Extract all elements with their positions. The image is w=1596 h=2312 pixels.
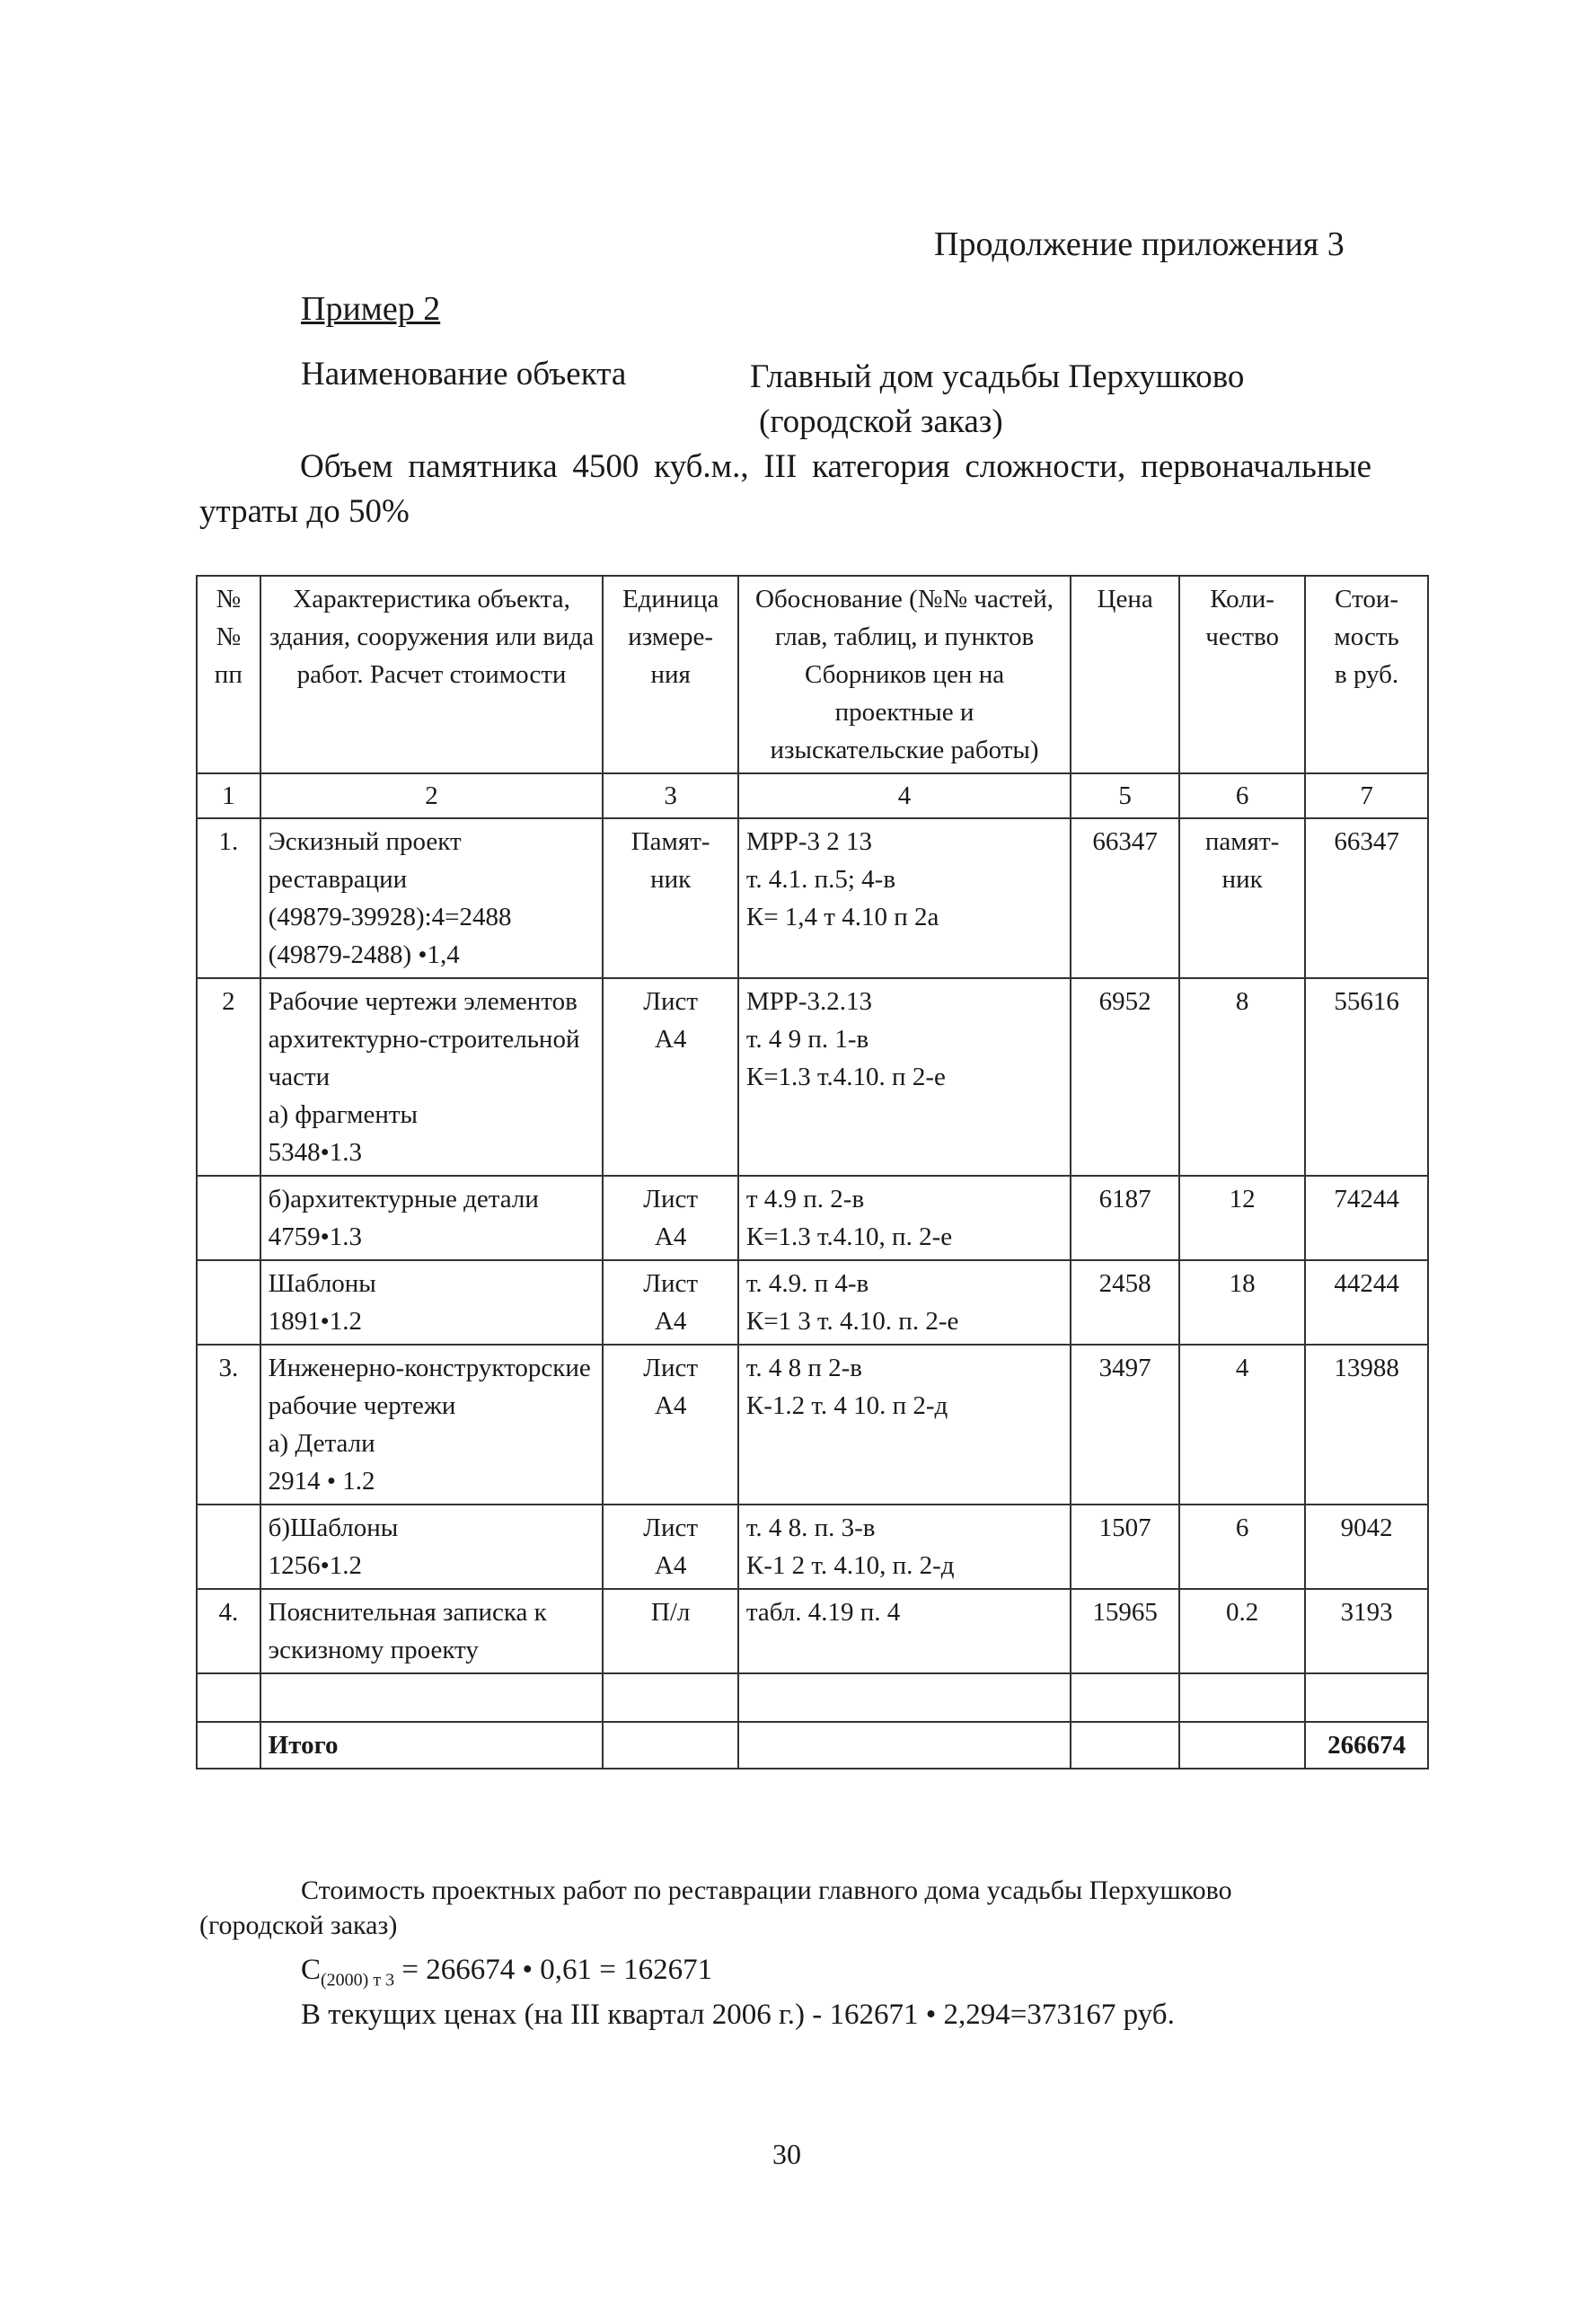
table-row [197,978,1428,1176]
row-num: 1. [197,818,260,978]
empty-cell [1071,1722,1179,1769]
row-basis: т. 4 8. п. 3-в К-1 2 т. 4.10, п. 2-д [738,1505,1071,1589]
formula-subscript: (2000) т 3 [321,1970,395,1990]
table-row [197,1505,1428,1589]
row-unit: Лист А4 [603,1505,737,1589]
blank-row [197,1673,1428,1722]
table-row [197,1589,1428,1673]
header-cell-basis: Обоснование (№№ частей, глав, таблиц, и пунктов Сборников цен на проектные и изыскательские работы) [738,576,1071,773]
row-basis: т. 4 8 п 2-в К-1.2 т. 4 10. п 2-д [738,1345,1071,1505]
empty-cell [197,1673,260,1722]
empty-cell [1305,1673,1428,1722]
row-basis: МРР-3.2.13 т. 4 9 п. 1-в К=1.3 т.4.10. п 2-е [738,978,1071,1176]
object-name-label: Наименование объекта [301,356,627,393]
empty-cell [1179,1673,1305,1722]
table-row [197,1260,1428,1345]
row-cost: 13988 [1305,1345,1428,1505]
row-desc: Эскизный проект реставрации (49879-39928):4=2488 (49879-2488) •1,4 [260,818,604,978]
row-qty: 0.2 [1179,1589,1305,1673]
row-unit: Лист А4 [603,1260,737,1345]
row-desc: Рабочие чертежи элементов архитектурно-строительной части а) фрагменты 5348•1.3 [260,978,604,1176]
column-number: 6 [1179,773,1305,818]
table-row [197,1176,1428,1260]
row-cost: 66347 [1305,818,1428,978]
row-desc: Инженерно-конструкторские рабочие чертежи а) Детали 2914 • 1.2 [260,1345,604,1505]
row-qty: 8 [1179,978,1305,1176]
row-basis: МРР-3 2 13 т. 4.1. п.5; 4-в К= 1,4 т 4.10 п 2а [738,818,1071,978]
table-header-row [197,576,1428,773]
row-num: 2 [197,978,260,1176]
footer-formula [301,1954,712,1991]
header-cell-num: №№ пп [197,576,260,773]
header-cell-qty: Коли- чество [1179,576,1305,773]
empty-cell [260,1673,604,1722]
empty-cell [738,1722,1071,1769]
row-cost: 3193 [1305,1589,1428,1673]
empty-cell [1179,1722,1305,1769]
column-number: 1 [197,773,260,818]
row-qty: 18 [1179,1260,1305,1345]
row-cost: 44244 [1305,1260,1428,1345]
row-desc: б)Шаблоны 1256•1.2 [260,1505,604,1589]
row-qty: памят- ник [1179,818,1305,978]
row-price: 3497 [1071,1345,1179,1505]
row-cost: 55616 [1305,978,1428,1176]
header-cell-unit: Единица измере- ния [603,576,737,773]
example-label: Пример 2 [301,290,441,328]
row-price: 15965 [1071,1589,1179,1673]
row-price: 2458 [1071,1260,1179,1345]
row-desc: Пояснительная записка к эскизному проекту [260,1589,604,1673]
total-label: Итого [260,1722,604,1769]
row-cost: 9042 [1305,1505,1428,1589]
row-num: 4. [197,1589,260,1673]
row-num [197,1505,260,1589]
formula-rhs: = 266674 • 0,61 = 162671 [394,1954,713,1986]
row-desc: б)архитектурные детали 4759•1.3 [260,1176,604,1260]
column-number: 3 [603,773,737,818]
total-value: 266674 [1305,1722,1428,1769]
row-qty: 12 [1179,1176,1305,1260]
column-number: 5 [1071,773,1179,818]
row-price: 6187 [1071,1176,1179,1260]
row-cost: 74244 [1305,1176,1428,1260]
row-unit: Лист А4 [603,1176,737,1260]
column-number: 7 [1305,773,1428,818]
table-row [197,1345,1428,1505]
row-desc: Шаблоны 1891•1.2 [260,1260,604,1345]
row-basis: т 4.9 п. 2-в К=1.3 т.4.10, п. 2-е [738,1176,1071,1260]
page-number: 30 [772,2138,801,2170]
empty-cell [603,1673,737,1722]
row-basis: табл. 4.19 п. 4 [738,1589,1071,1673]
row-num [197,1260,260,1345]
row-price: 1507 [1071,1505,1179,1589]
table-row [197,818,1428,978]
row-num [197,1176,260,1260]
column-number-row [197,773,1428,818]
cost-table [196,575,1429,1769]
footer-current-prices: В текущих ценах (на III квартал 2006 г.) - 162671 • 2,294=373167 руб. [301,1999,1175,2031]
object-name-value [750,355,1244,445]
row-qty: 6 [1179,1505,1305,1589]
total-row [197,1722,1428,1769]
empty-cell [1071,1673,1179,1722]
empty-cell [197,1722,260,1769]
row-basis: т. 4.9. п 4-в К=1 3 т. 4.10. п. 2-е [738,1260,1071,1345]
row-unit: П/л [603,1589,737,1673]
footer-cost-description: Стоимость проектных работ по реставрации главного дома усадьбы Перхушково [301,1875,1232,1905]
monument-volume-text: Объем памятника 4500 куб.м., III категория сложности, первоначальные утраты до 50% [199,448,1371,530]
footer-city-order: (городской заказ) [199,1910,398,1940]
empty-cell [603,1722,737,1769]
row-num: 3. [197,1345,260,1505]
header-cell-cost: Стои- мость в руб. [1305,576,1428,773]
row-qty: 4 [1179,1345,1305,1505]
column-number: 2 [260,773,604,818]
object-name-line2: (городской заказ) [759,403,1003,440]
row-unit: Лист А4 [603,1345,737,1505]
object-name-line1: Главный дом усадьбы Перхушково [750,358,1245,395]
header-cell-desc: Характеристика объекта, здания, сооружения или вида работ. Расчет стоимости [260,576,604,773]
header-cell-price: Цена [1071,576,1179,773]
column-number: 4 [738,773,1071,818]
row-unit: Памят- ник [603,818,737,978]
row-price: 6952 [1071,978,1179,1176]
formula-lhs: С [301,1954,322,1986]
row-price: 66347 [1071,818,1179,978]
row-unit: Лист А4 [603,978,737,1176]
empty-cell [738,1673,1071,1722]
continuation-heading: Продолжение приложения 3 [934,225,1345,263]
